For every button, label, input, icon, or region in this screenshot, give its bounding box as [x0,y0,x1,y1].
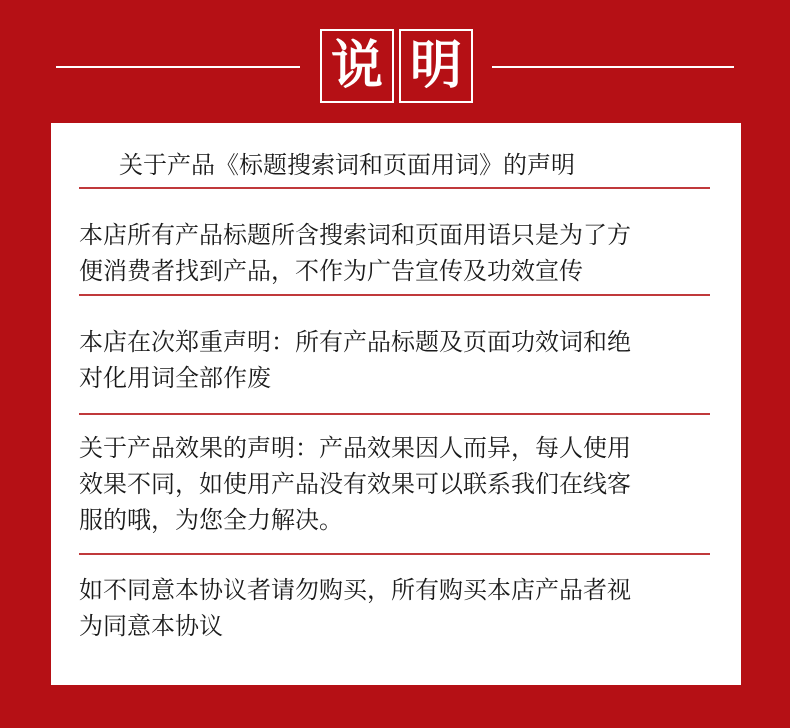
divider-2 [79,294,710,296]
divider-3 [79,413,710,415]
divider-4 [79,553,710,555]
title-char-1: 说 [330,36,383,96]
paragraph-3-line-3: 服的哦，为您全力解决。 [79,506,343,534]
paragraph-1-line-1: 本店所有产品标题所含搜索词和页面用语只是为了方 [79,221,631,249]
paragraph-4 [79,572,709,644]
title-char-box-1 [320,29,394,103]
title-char-box-2 [399,29,473,103]
statement-heading: 关于产品《标题搜索词和页面用词》的声明 [119,151,575,179]
paragraph-2 [79,324,709,396]
paragraph-3-line-2: 效果不同，如使用产品没有效果可以联系我们在线客 [79,470,631,498]
paragraph-4-line-2: 为同意本协议 [79,612,223,640]
divider-1 [79,187,710,189]
title-right-rule [492,66,734,68]
title-left-rule [56,66,300,68]
paragraph-3 [79,430,709,538]
title-char-2: 明 [409,36,462,96]
paragraph-1-line-2: 便消费者找到产品，不作为广告宣传及功效宣传 [79,257,583,285]
paragraph-2-line-2: 对化用词全部作废 [79,364,271,392]
paragraph-2-line-1: 本店在次郑重声明：所有产品标题及页面功效词和绝 [79,328,631,356]
paragraph-3-line-1: 关于产品效果的声明：产品效果因人而异，每人使用 [79,434,631,462]
statement-card [51,123,741,685]
paragraph-1 [79,217,709,289]
paragraph-4-line-1: 如不同意本协议者请勿购买，所有购买本店产品者视 [79,576,631,604]
